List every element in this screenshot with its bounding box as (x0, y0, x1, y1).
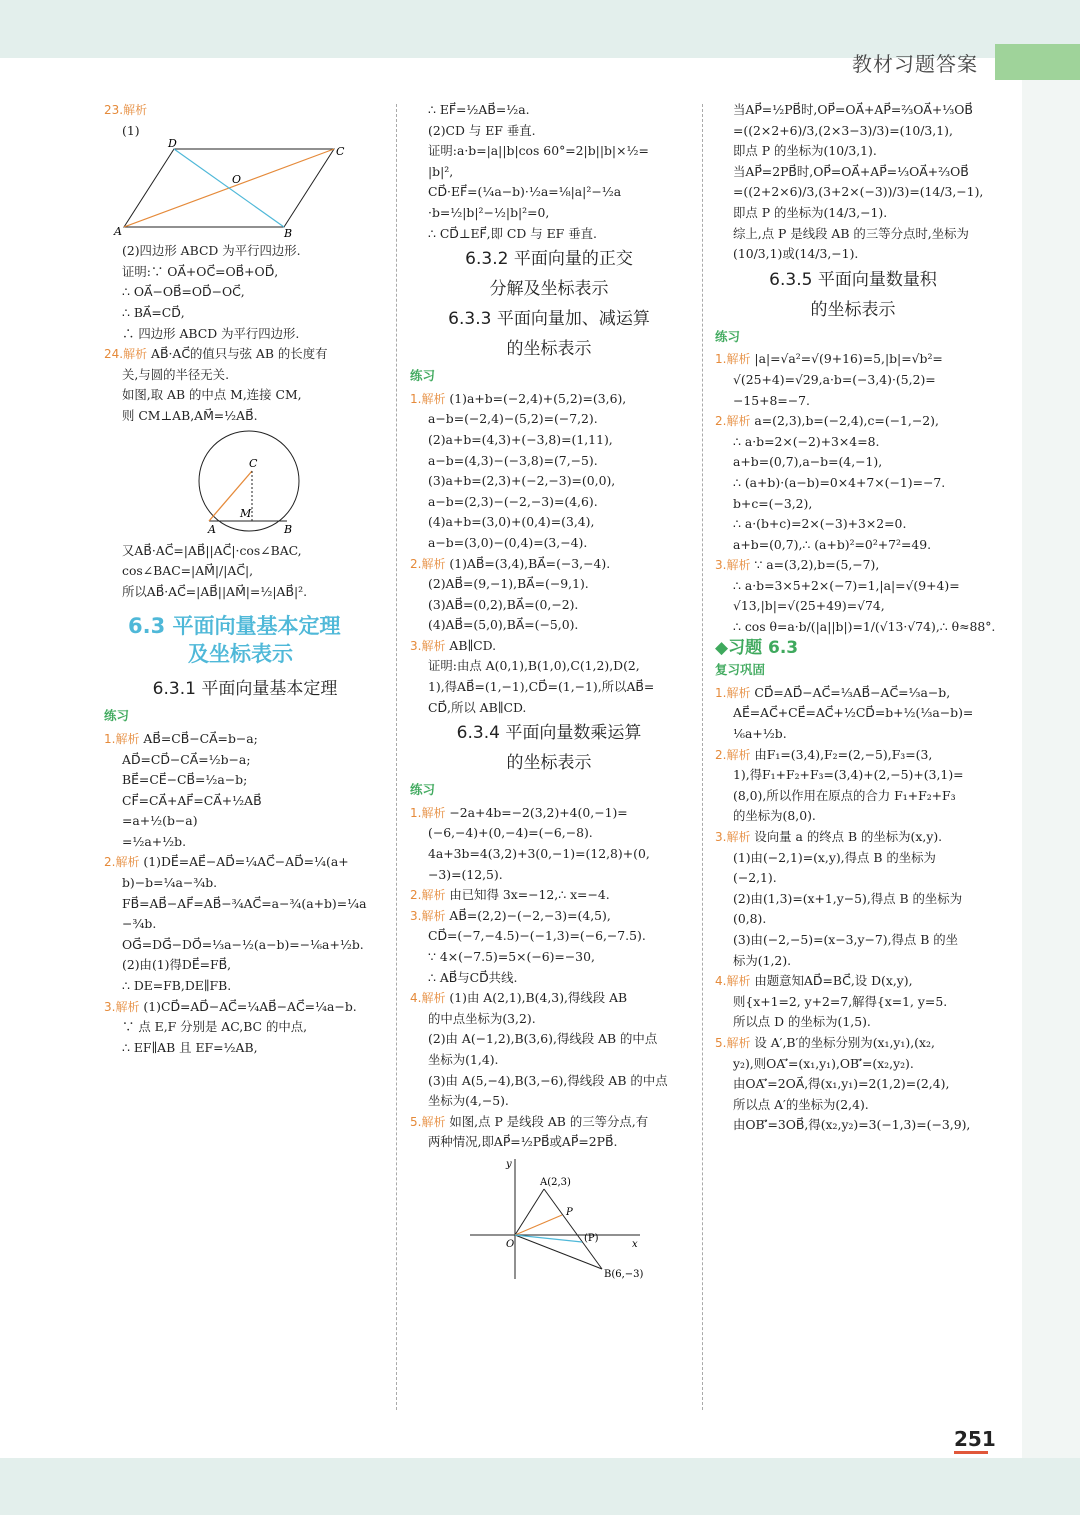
answer-line: =a+½(b−a) (122, 813, 198, 829)
answer-line: CD⃗,所以 AB∥CD. (428, 699, 527, 715)
page-number-underline (954, 1451, 988, 1454)
answer-line: (4)AB⃗=(5,0),BA⃗=(−5,0). (428, 617, 579, 633)
circle-figure (104, 431, 344, 537)
answer-line: 综上,点 P 是线段 AB 的三等分点时,坐标为 (733, 225, 969, 241)
subsection-title: 分解及坐标表示 (489, 279, 609, 300)
answer-line: ⅙a+½b. (733, 726, 787, 742)
answer-line: BE⃗=CE⃗−CB⃗=½a−b; (122, 772, 248, 788)
answer-line: 如图,取 AB 的中点 M,连接 CM, (122, 387, 302, 403)
answer-line: ∵ 4×(−7.5)=5×(−6)=−30, (428, 949, 595, 964)
answer-line: y₂),则OA′⃗=(x₁,y₁),OB′⃗=(x₂,y₂). (733, 1055, 914, 1071)
answer-line: 当AP⃗=½PB⃗时,OP⃗=OA⃗+AP⃗=⅔OA⃗+⅓OB⃗ (733, 102, 973, 117)
answer-line: ∴ AB⃗与CD⃗共线. (428, 969, 518, 985)
answer-line: 又AB⃗·AC⃗=|AB⃗||AC⃗|·cos∠BAC, (122, 542, 302, 558)
answer-text: AB⃗·AC⃗的值只与弦 AB 的长度有 (151, 346, 328, 362)
label-a: A(2,3) (540, 1176, 571, 1188)
header-title: 教材习题答案 (852, 52, 978, 76)
column-right (715, 100, 996, 1136)
answer-line: 两种情况,即AP⃗=½PB⃗或AP⃗=2PB⃗. (428, 1134, 618, 1150)
answer-line: (3)由(−2,−5)=(x−3,y−7),得点 B 的坐 (733, 931, 959, 947)
label-o: O (506, 1238, 515, 1250)
answer-line: (2)由(1)得DE⃗=FB⃗, (122, 957, 232, 973)
label-b: B(6,−3) (604, 1268, 644, 1280)
answer-line: =((2+2×6)/3,(3+2×(−3))/3)=(14/3,−1), (733, 184, 984, 200)
answer-line: 所以AB⃗·AC⃗=|AB⃗||AM⃗|=½|AB⃗|². (122, 583, 308, 599)
answer-line: a+b=(0,7),a−b=(4,−1), (733, 454, 883, 470)
section-title-line2: 及坐标表示 (188, 642, 293, 667)
answer-line: ·b=½|b|²−½|b|²=0, (428, 204, 550, 220)
answer-text: 由题意知AD⃗=BC⃗,设 D(x,y), (754, 973, 913, 989)
answer-tag: 4.解析 (715, 974, 751, 989)
practice-label: 练习 (715, 328, 741, 344)
label-c: C (336, 145, 345, 159)
column-divider (702, 104, 703, 1410)
subsection-title: 6.3.2 平面向量的正交 (465, 249, 633, 270)
answer-line: b)−b=¼a−¾b. (122, 875, 218, 891)
subsection-title: 的坐标表示 (506, 339, 592, 360)
answer-tag: 3.解析 (410, 908, 446, 923)
answer-text: −2a+4b=−2(3,2)+4(0,−1)= (449, 804, 628, 820)
answer-line: 4a+3b=4(3,2)+3(0,−1)=(12,8)+(0, (428, 846, 650, 862)
answer-line: 1),得F₁+F₂+F₃=(3,4)+(2,−5)+(3,1)= (733, 767, 964, 783)
subsection-title: 6.3.5 平面向量数量积 (769, 269, 937, 290)
practice-label: 练习 (104, 708, 130, 724)
answer-line (104, 997, 386, 1018)
answer-line: −15+8=−7. (733, 392, 810, 408)
answer-line: cos∠BAC=|AM⃗|/|AC⃗|, (122, 563, 254, 579)
answer-line: 的坐标为(8,0). (733, 808, 816, 824)
answer-line: AE⃗=AC⃗+CE⃗=AC⃗+½CD⃗=b+½(⅓a−b)= (733, 705, 974, 721)
answer-tag: 1.解析 (715, 685, 751, 700)
answer-line (715, 349, 991, 370)
answer-tag: 1.解析 (715, 352, 751, 367)
answer-line: b+c=(−3,2), (733, 495, 813, 511)
answer-line: (8,0),所以作用在原点的合力 F₁+F₂+F₃ (733, 787, 956, 803)
vector-op1 (515, 1215, 562, 1235)
subsection-title: 的坐标表示 (506, 753, 592, 774)
answer-line: ∴ a·b=3×5+2×(−7)=1,|a|=√(9+4)= (733, 577, 960, 593)
answer-text: 由已知得 3x=−12,∴ x=−4. (449, 887, 610, 903)
answer-line: 则{x+1=2, y+2=7,解得{x=1, y=5. (733, 993, 948, 1009)
answer-line: ∴ CD⃗⊥EF⃗,即 CD 与 EF 垂直. (428, 225, 597, 241)
answer-line (410, 554, 688, 575)
answer-line: 则 CM⊥AB,AM⃗=½AB⃗. (122, 407, 258, 423)
answer-line: ∵ 点 E,F 分别是 AC,BC 的中点, (122, 1019, 308, 1035)
answer-line: ∴ 四边形 ABCD 为平行四边形. (122, 325, 300, 341)
answer-line: a−b=(4,3)−(−3,8)=(7,−5). (428, 452, 598, 468)
answer-line: (10/3,1)或(14/3,−1). (733, 246, 859, 262)
answer-line: (−6,−4)+(0,−4)=(−6,−8). (428, 825, 593, 841)
answer-line: (0,8). (733, 911, 767, 927)
section-title-line1: 6.3 平面向量基本定理 (128, 614, 341, 639)
subsection-title: 的坐标表示 (810, 299, 896, 320)
label-b: B (284, 522, 293, 536)
segment-ab (544, 1189, 602, 1269)
answer-line: (3)a+b=(2,3)+(−2,−3)=(0,0), (428, 473, 616, 489)
exercise-heading: ◆习题 6.3 (715, 637, 799, 658)
answer-tag: 24.解析 (104, 347, 148, 362)
answer-tag: 2.解析 (410, 888, 446, 903)
label-o: O (232, 173, 242, 187)
answer-tag: 5.解析 (410, 1114, 446, 1129)
answer-line (715, 683, 991, 704)
answer-tag: 3.解析 (410, 638, 446, 653)
answer-line: 当AP⃗=2PB⃗时,OP⃗=OA⃗+AP⃗=⅓OA⃗+⅔OB⃗ (733, 163, 969, 179)
answer-line: ∴ a·b=2×(−2)+3×4=8. (733, 433, 880, 449)
answer-line (410, 389, 688, 410)
answer-line: AD⃗=CD⃗−CA⃗=½b−a; (122, 751, 251, 767)
answer-line: 由OB′⃗=3OB⃗,得(x₂,y₂)=3(−1,3)=(−3,9), (733, 1117, 971, 1133)
answer-line: 所以点 A′的坐标为(2,4). (733, 1096, 869, 1112)
answer-text: a=(2,3),b=(−2,4),c=(−1,−2), (754, 413, 939, 429)
answer-line: 坐标为(4,−5). (428, 1093, 509, 1109)
answer-line: (3)由 A(5,−4),B(3,−6),得线段 AB 的中点 (428, 1072, 668, 1088)
answer-line (410, 885, 688, 906)
vector-oa (515, 1189, 544, 1235)
answer-line: ∴ OA⃗−OB⃗=OD⃗−OC⃗, (122, 284, 245, 300)
label-p2: (P) (584, 1232, 599, 1244)
label-m: M (240, 506, 252, 520)
answer-text: AB∥CD. (449, 637, 497, 653)
answer-tag: 2.解析 (715, 414, 751, 429)
header-tab (995, 44, 1080, 80)
answer-line: 标为(1,2). (733, 952, 792, 968)
answer-tag: 3.解析 (715, 830, 751, 844)
answer-line: 的中点坐标为(3,2). (428, 1010, 536, 1026)
answer-tag: 2.解析 (715, 747, 751, 762)
answer-line: √(25+4)=√29,a·b=(−3,4)·(5,2)= (733, 371, 936, 387)
practice-label: 复习巩固 (715, 662, 766, 678)
answer-line: =((2×2+6)/3,(2×3−3)/3)=(10/3,1), (733, 122, 953, 138)
answer-line: 证明:a·b=|a||b|cos 60°=2|b||b|×½= (428, 143, 649, 159)
label-a: A (208, 522, 216, 536)
answer-line (715, 971, 991, 992)
answer-tag: 23.解析 (104, 103, 148, 117)
answer-tag: 1.解析 (410, 805, 446, 820)
subsection-title: 6.3.4 平面向量数乘运算 (456, 723, 642, 744)
subsection-title: 6.3.1 平面向量基本定理 (152, 679, 338, 700)
answer-line: (2)AB⃗=(9,−1),BA⃗=(−9,1). (428, 576, 589, 592)
section-title (128, 612, 386, 668)
answer-line: 即点 P 的坐标为(10/3,1). (733, 143, 877, 159)
answer-text: (1)由 A(2,1),B(4,3),得线段 AB (449, 990, 628, 1006)
answer-line: a−b=(3,0)−(0,4)=(3,−4). (428, 534, 588, 550)
answer-line: ∴ EF∥AB 且 EF=½AB, (122, 1039, 258, 1055)
answer-line: |b|², (428, 163, 454, 179)
answer-tag: 2.解析 (410, 556, 446, 571)
answer-line: ∴ (a+b)·(a−b)=0×4+7×(−1)=−7. (733, 474, 946, 490)
answer-line: (4)a+b=(3,0)+(0,4)=(3,4), (428, 514, 595, 530)
answer-line: =½a+½b. (122, 833, 187, 849)
column-left (104, 100, 386, 1058)
answer-tag: 3.解析 (104, 999, 140, 1014)
answer-line: (1) (122, 122, 140, 138)
answer-line (715, 745, 991, 766)
answer-line: ∴ BA⃗=CD⃗, (122, 304, 185, 320)
answer-line: (2)CD 与 EF 垂直. (428, 122, 536, 138)
answer-text: 如图,点 P 是线段 AB 的三等分点,有 (449, 1113, 649, 1129)
answer-line: 证明:由点 A(0,1),B(1,0),C(1,2),D(2, (428, 658, 640, 674)
label-b: B (284, 227, 293, 241)
answer-text: AB⃗=(2,2)−(−2,−3)=(4,5), (449, 907, 611, 923)
answer-text: (1)CD⃗=AD⃗−AC⃗=¼AB⃗−AC⃗=¼a−b. (143, 998, 357, 1014)
parallelogram-figure (104, 137, 345, 241)
answer-text: (1)AB⃗=(3,4),BA⃗=(−3,−4). (449, 555, 611, 571)
answer-line (715, 555, 991, 576)
answer-line: (1)由(−2,1)=(x,y),得点 B 的坐标为 (733, 849, 936, 865)
answer-line: (2)四边形 ABCD 为平行四边形. (122, 243, 301, 259)
coordinate-figure (410, 1157, 650, 1281)
answer-line: ∴ cos θ=a·b/(|a||b|)=1/(√13·√74),∴ θ≈88°. (733, 619, 996, 635)
answer-line (104, 729, 386, 750)
answer-line: (2)a+b=(4,3)+(−3,8)=(1,11), (428, 431, 613, 447)
right-margin-strip (1022, 80, 1080, 1458)
answer-line: CD⃗=(−7,−4.5)−(−1,3)=(−6,−7.5). (428, 928, 646, 944)
page-number: 251 (954, 1427, 996, 1451)
answer-line: ∴ DE=FB,DE∥FB. (122, 978, 232, 994)
answer-text: |a|=√a²=√(9+16)=5,|b|=√b²= (754, 351, 943, 367)
answer-text: (1)a+b=(−2,4)+(5,2)=(3,6), (449, 390, 627, 406)
answer-line (715, 411, 991, 432)
practice-label: 练习 (410, 368, 436, 384)
answer-tag: 4.解析 (410, 991, 446, 1006)
answer-line: a−b=(−2,4)−(5,2)=(−7,2). (428, 411, 598, 427)
label-p1: P (566, 1206, 573, 1218)
label-a: A (114, 225, 122, 239)
practice-label: 练习 (410, 782, 436, 798)
answer-line (715, 827, 991, 848)
answer-line: 坐标为(1,4). (428, 1051, 499, 1067)
answer-line: (2)由 A(−1,2),B(3,6),得线段 AB 的中点 (428, 1031, 658, 1047)
answer-line: ∴ EF⃗=½AB⃗=½a. (428, 102, 530, 117)
column-middle (410, 100, 688, 1285)
answer-line: CD⃗·EF⃗=(¼a−b)·½a=⅛|a|²−½a (428, 184, 622, 200)
answer-text: CD⃗=AD⃗−AC⃗=⅓AB⃗−AC⃗=⅓a−b, (754, 684, 951, 700)
answer-text: (1)DE⃗=AE⃗−AD⃗=¼AC⃗−AD⃗=¼(a+ (143, 854, 349, 870)
answer-line: (−2,1). (733, 870, 777, 886)
answer-line (410, 1112, 688, 1133)
answer-text: AB⃗=CB⃗−CA⃗=b−a; (143, 730, 258, 746)
bottom-band (0, 1458, 1080, 1515)
answer-line: OG⃗=DG⃗−DO⃗=⅓a−½(a−b)=−⅙a+½b. (122, 936, 364, 952)
answer-line: a−b=(2,3)−(−2,−3)=(4,6). (428, 493, 598, 509)
answer-line (410, 988, 688, 1009)
answer-text: 设 A′,B′的坐标分别为(x₁,y₁),(x₂, (754, 1034, 935, 1050)
label-c: C (249, 456, 258, 470)
answer-line: √13,|b|=√(25+49)=√74, (733, 598, 885, 614)
answer-line (410, 636, 688, 657)
answer-tag: 3.解析 (715, 558, 751, 573)
answer-text: 由F₁=(3,4),F₂=(2,−5),F₃=(3, (754, 746, 933, 762)
answer-line: 证明:∵ OA⃗+OC⃗=OB⃗+OD⃗, (122, 263, 279, 279)
answer-line: 即点 P 的坐标为(14/3,−1). (733, 204, 888, 220)
answer-line (410, 803, 688, 824)
answer-line: ∴ a·(b+c)=2×(−3)+3×2=0. (733, 516, 907, 532)
subsection-title: 6.3.3 平面向量加、减运算 (448, 309, 650, 330)
answer-line (715, 1033, 991, 1054)
answer-tag: 1.解析 (410, 391, 446, 406)
label-x: x (632, 1238, 638, 1250)
diagonal-bd (174, 149, 284, 227)
answer-text: 设向量 a 的终点 B 的坐标为(x,y). (754, 829, 943, 844)
answer-line: FB⃗=AB⃗−AF⃗=AB⃗−¾AC⃗=a−¾(a+b)=¼a (122, 895, 367, 911)
label-d: D (168, 137, 177, 151)
answer-line: (3)AB⃗=(0,2),BA⃗=(0,−2). (428, 596, 579, 612)
answer-line: −¾b. (122, 916, 157, 932)
answer-line: a+b=(0,7),∴ (a+b)²=0²+7²=49. (733, 536, 932, 552)
answer-line: (2)由(1,3)=(x+1,y−5),得点 B 的坐标为 (733, 890, 963, 906)
answer-line: −3)=(12,5). (428, 866, 503, 882)
answer-tag: 5.解析 (715, 1035, 751, 1050)
answer-line: CF⃗=CA⃗+AF⃗=CA⃗+½AB⃗ (122, 792, 262, 808)
answer-line (410, 906, 688, 927)
answer-tag: 2.解析 (104, 855, 140, 870)
answer-line: 1),得AB⃗=(1,−1),CD⃗=(1,−1),所以AB⃗= (428, 679, 655, 695)
answer-tag: 1.解析 (104, 731, 140, 746)
answer-text: ∵ a=(3,2),b=(5,−7), (754, 557, 880, 573)
answer-line: 由OA′⃗=2OA⃗,得(x₁,y₁)=2(1,2)=(2,4), (733, 1076, 950, 1092)
answer-line: 关,与圆的半径无关. (122, 366, 230, 382)
answer-line (104, 344, 386, 365)
answer-line (104, 852, 386, 873)
label-y: y (506, 1158, 512, 1170)
answer-line: 所以点 D 的坐标为(1,5). (733, 1014, 871, 1030)
column-divider (396, 104, 397, 1410)
